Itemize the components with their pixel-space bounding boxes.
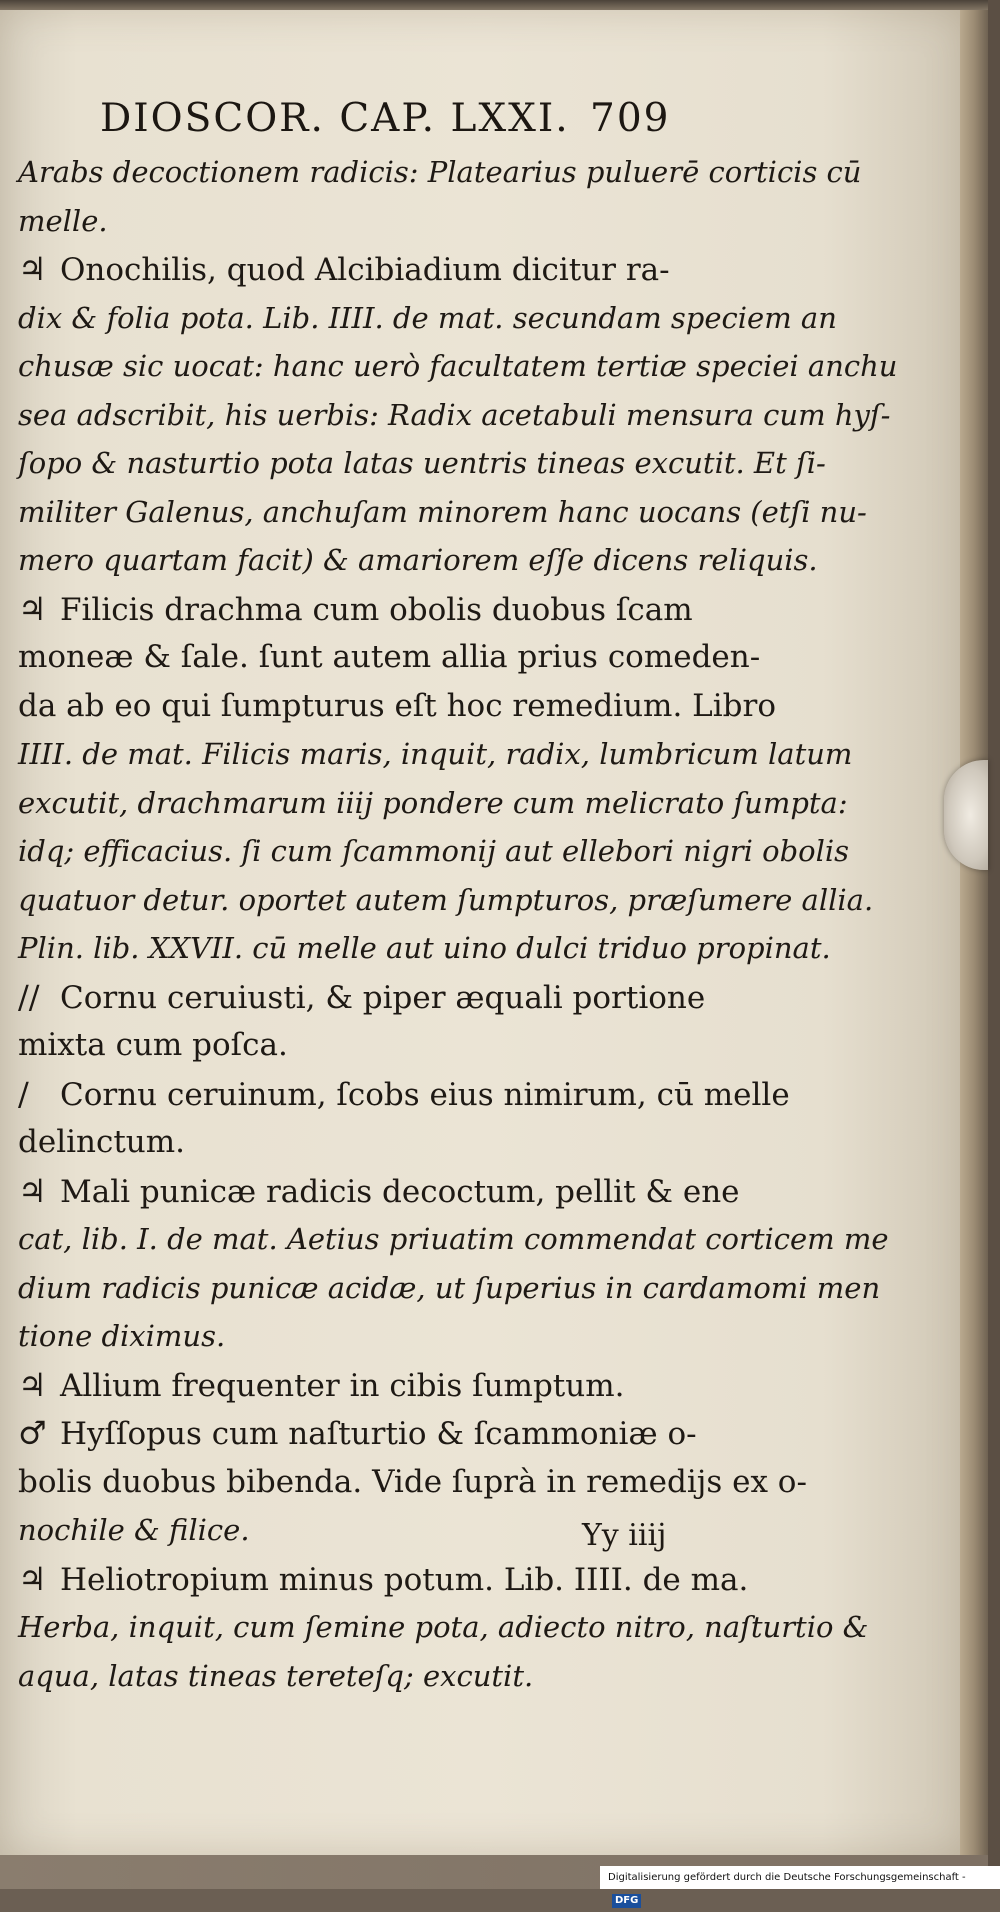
line-text: idq; efficacius. ſi cum ſcammonij aut ellebori nigri obolis [18, 834, 850, 868]
text-line [18, 342, 898, 391]
line-text: Onochilis, quod Alcibiadium dicitur ra- [60, 252, 670, 288]
text-line [18, 439, 826, 488]
line-text: Herba, inquit, cum ſemine pota, adiecto nitro, naſturtio & [18, 1610, 869, 1644]
line-text: sea adscribit, his uerbis: Radix acetabuli mensura cum hyſ- [18, 397, 891, 432]
text-line [18, 1070, 790, 1119]
line-text: Arabs decoctionem radicis: Platearius puluerē corticis cū [18, 155, 862, 189]
line-text: chusæ sic uocat: hanc uerò facultatem tertiæ speciei anchu [18, 349, 898, 383]
text-line [18, 391, 891, 440]
text-line [18, 876, 874, 925]
text-line [18, 197, 758, 246]
marginal-symbol: / [18, 1074, 29, 1113]
text-line [18, 1409, 758, 1458]
text-line [18, 1167, 758, 1216]
text-line [18, 536, 818, 585]
line-text: quatuor detur. oportet autem ſumpturos, præſumere allia. [18, 882, 874, 917]
text-line [18, 585, 758, 634]
line-text: dix & folia pota. Lib. IIII. de mat. secundam speciem an [18, 300, 837, 335]
line-text: cat, lib. I. de mat. Aetius priuatim commendat corticem me [18, 1222, 889, 1256]
marginal-symbol: ♂ [18, 1414, 47, 1452]
text-line [18, 827, 850, 876]
line-text: Plin. lib. XXVII. cū melle aut uino dulci triduo propinat. [18, 931, 831, 965]
running-header [100, 96, 700, 146]
line-text: mero quartam facit) & amariorem eſſe dicens reliquis. [18, 543, 818, 577]
scan-right-strip [988, 0, 1000, 1889]
marginal-symbol: ♃ [18, 1559, 47, 1598]
marginal-symbol: ♃ [18, 589, 47, 628]
page-fore-edge [960, 10, 988, 1855]
dfg-logo: DFG [612, 1894, 641, 1908]
line-text: tione diximus. [18, 1319, 226, 1353]
text-line [18, 973, 758, 1022]
text-line [18, 1264, 881, 1313]
text-line [18, 1118, 758, 1167]
text-line [18, 488, 867, 537]
page-body-text [18, 148, 898, 1700]
line-text: dium radicis punicæ acidæ, ut ſuperius in cardamomi men [18, 1270, 881, 1305]
line-text: melle. [18, 203, 108, 238]
line-text: Mali punicæ radicis decoctum, pellit & ene [60, 1173, 740, 1210]
line-text: militer Galenus, anchuſam minorem hanc uocans (etſi nu- [18, 494, 867, 529]
line-text: delinctum. [18, 1124, 186, 1160]
text-line [18, 1215, 889, 1264]
line-text: moneæ & ſale. ſunt autem allia prius comeden- [18, 639, 761, 675]
line-text: nochile & filice. [18, 1513, 250, 1547]
text-line [18, 730, 853, 779]
line-text: aqua, latas tineas tereteſq; excutit. [18, 1658, 534, 1693]
text-line [18, 1021, 758, 1070]
line-text: Heliotropium minus potum. Lib. IIII. de ma. [60, 1561, 749, 1598]
marginal-symbol: ♃ [18, 1171, 47, 1210]
text-line [18, 633, 761, 682]
text-line [18, 779, 848, 828]
text-line [18, 682, 776, 731]
marginal-symbol: ♃ [18, 250, 47, 288]
folio-number: 709 [590, 96, 671, 141]
line-text: Allium frequenter in cibis ſumptum. [60, 1367, 625, 1404]
signature-mark: Yy iiij [582, 1518, 667, 1553]
line-text: bolis duobus bibenda. Vide ſuprà in remedijs ex o- [18, 1463, 807, 1500]
line-text: ſopo & nasturtio pota latas uentris tineas excutit. Et ſi- [18, 446, 826, 480]
line-text: Filicis drachma cum obolis duobus ſcam [60, 591, 693, 628]
line-text: IIII. de mat. Filicis maris, inquit, radix, lumbricum latum [18, 737, 853, 771]
credit-text: Digitalisierung gefördert durch die Deutsche Forschungsgemeinschaft - [608, 1872, 966, 1883]
line-text: Cornu ceruiusti, & piper æquali portione [60, 979, 706, 1016]
marginal-symbol: // [18, 977, 40, 1016]
text-line [18, 1458, 807, 1507]
line-text: da ab eo qui ſumpturus eſt hoc remedium. Libro [18, 687, 776, 724]
text-line [18, 294, 837, 343]
text-line [18, 1361, 758, 1410]
text-line [18, 1312, 758, 1361]
text-line [18, 1603, 869, 1652]
text-line [18, 148, 862, 197]
text-line [18, 1555, 758, 1604]
text-line [18, 245, 758, 294]
text-line [18, 924, 831, 973]
running-title: DIOSCOR. CAP. LXXI. [100, 96, 570, 141]
line-text: mixta cum poſca. [18, 1027, 288, 1063]
line-text: Cornu ceruinum, ſcobs eius nimirum, cū melle [60, 1076, 790, 1113]
digitization-credit [600, 1866, 1000, 1906]
line-text: excutit, drachmarum iiij pondere cum melicrato ſumpta: [18, 785, 848, 820]
text-line [18, 1652, 758, 1701]
marginal-symbol: ♃ [18, 1365, 47, 1404]
line-text: Hyſſopus cum naſturtio & ſcammoniæ o- [60, 1416, 697, 1452]
